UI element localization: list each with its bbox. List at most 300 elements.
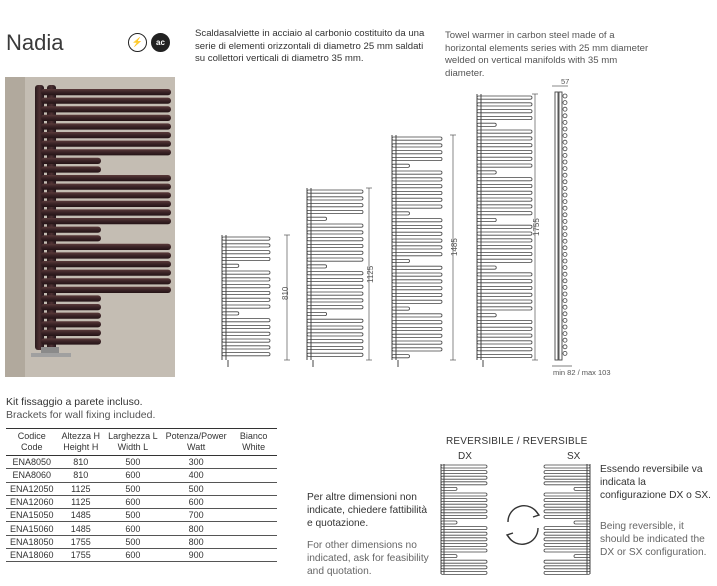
cell-height: 1755 xyxy=(58,549,105,562)
product-code-table xyxy=(6,428,277,562)
rev-element xyxy=(544,566,590,569)
kit-english: Brackets for wall fixing included. xyxy=(6,409,156,421)
horizontal-element xyxy=(392,293,442,296)
horizontal-element xyxy=(477,259,532,262)
horizontal-element xyxy=(222,278,270,281)
horizontal-element xyxy=(307,197,363,200)
rev-element xyxy=(574,521,590,524)
arrow-top xyxy=(508,506,538,522)
horizontal-element xyxy=(477,110,532,113)
side-element xyxy=(563,292,567,296)
horizontal-element xyxy=(477,103,532,106)
side-element xyxy=(563,279,567,283)
horizontal-element xyxy=(392,348,442,351)
horizontal-element xyxy=(392,334,442,337)
side-element xyxy=(563,186,567,190)
rev-element xyxy=(544,571,590,574)
horizontal-element xyxy=(307,190,363,193)
horizontal-element xyxy=(222,237,270,240)
cell-height: 1125 xyxy=(58,482,105,495)
horizontal-element xyxy=(477,246,532,249)
table-row xyxy=(6,549,277,562)
horizontal-element xyxy=(307,244,363,247)
rev-element xyxy=(544,465,590,468)
side-element xyxy=(563,134,567,138)
horizontal-element xyxy=(222,244,270,247)
horizontal-element xyxy=(392,321,442,324)
cell-code: ENA18050 xyxy=(6,535,58,548)
table-row xyxy=(6,482,277,495)
col-header-height: Altezza H xyxy=(58,429,105,443)
side-element xyxy=(563,266,567,270)
towel-bar xyxy=(41,321,101,327)
side-element xyxy=(563,153,567,157)
horizontal-element xyxy=(477,314,496,317)
side-element xyxy=(563,332,567,336)
rev-element xyxy=(544,493,590,496)
towel-bar xyxy=(41,218,171,224)
horizontal-element xyxy=(392,300,442,303)
other-dimensions-english: For other dimensions no indicated, ask for feasibility and quotation. xyxy=(307,540,429,577)
cell-white xyxy=(231,509,277,522)
horizontal-element xyxy=(477,239,532,242)
towel-bar xyxy=(41,304,101,310)
cell-power: 400 xyxy=(162,469,231,482)
towel-bar xyxy=(41,132,171,138)
radiator-dx xyxy=(441,464,487,574)
rev-element xyxy=(544,476,590,479)
side-element xyxy=(563,114,567,118)
product-title: Nadia xyxy=(6,30,64,55)
depth-note-label: min 82 / max 103 xyxy=(553,368,611,377)
towel-bar xyxy=(41,235,101,241)
cell-code: ENA12060 xyxy=(6,495,58,508)
no-electric-icon: ⚡ xyxy=(128,33,147,52)
towel-bar xyxy=(41,330,101,336)
horizontal-element xyxy=(477,293,532,296)
cell-width: 500 xyxy=(104,482,162,495)
reversible-dx-label: DX xyxy=(458,451,472,462)
towel-bar xyxy=(41,295,101,301)
horizontal-element xyxy=(477,150,532,153)
side-element xyxy=(563,140,567,144)
horizontal-element xyxy=(392,314,442,317)
rev-element xyxy=(441,555,457,558)
towel-bar xyxy=(41,184,171,190)
horizontal-element xyxy=(307,292,363,295)
horizontal-element xyxy=(477,280,532,283)
cell-code: ENA15060 xyxy=(6,522,58,535)
rev-element xyxy=(441,538,487,541)
horizontal-element xyxy=(392,137,442,140)
towel-bar xyxy=(41,252,171,258)
rev-element xyxy=(441,510,487,513)
side-element xyxy=(563,325,567,329)
horizontal-element xyxy=(392,355,410,358)
height-label-810: 810 xyxy=(281,286,290,300)
horizontal-element xyxy=(477,266,496,269)
col-subheader-power: Watt xyxy=(162,442,231,456)
horizontal-element xyxy=(477,123,496,126)
horizontal-element xyxy=(392,151,442,154)
reversible-sx-label: SX xyxy=(567,451,581,462)
horizontal-element xyxy=(392,178,442,181)
arrow-bottom xyxy=(508,528,538,544)
cell-power: 800 xyxy=(162,522,231,535)
cell-height: 810 xyxy=(58,456,105,469)
horizontal-element xyxy=(477,286,532,289)
side-element xyxy=(563,206,567,210)
rev-element xyxy=(441,465,487,468)
towel-bar xyxy=(41,149,171,155)
cell-power: 700 xyxy=(162,509,231,522)
side-element xyxy=(563,299,567,303)
side-element xyxy=(563,239,567,243)
technical-drawings xyxy=(215,78,635,388)
cell-height: 810 xyxy=(58,469,105,482)
horizontal-element xyxy=(392,212,410,215)
cell-white xyxy=(231,535,277,548)
horizontal-element xyxy=(477,96,532,99)
towel-bar xyxy=(41,175,171,181)
table-row xyxy=(6,469,277,482)
horizontal-element xyxy=(222,305,270,308)
rev-element xyxy=(441,549,487,552)
horizontal-element xyxy=(307,312,327,315)
side-element xyxy=(563,147,567,151)
side-element xyxy=(563,180,567,184)
cell-code: ENA12050 xyxy=(6,482,58,495)
cell-height: 1755 xyxy=(58,535,105,548)
horizontal-element xyxy=(307,238,363,241)
horizontal-element xyxy=(477,354,532,357)
towel-bar xyxy=(41,209,171,215)
horizontal-element xyxy=(222,257,270,260)
horizontal-element xyxy=(222,325,270,328)
horizontal-element xyxy=(222,285,270,288)
horizontal-element xyxy=(477,348,532,351)
horizontal-element xyxy=(392,259,410,262)
rev-element xyxy=(544,527,590,530)
horizontal-element xyxy=(307,231,363,234)
cell-width: 600 xyxy=(104,469,162,482)
horizontal-element xyxy=(477,184,532,187)
horizontal-element xyxy=(392,273,442,276)
col-subheader-height: Height H xyxy=(58,442,105,456)
horizontal-element xyxy=(222,332,270,335)
towel-bar xyxy=(41,158,101,164)
radiator-drawing xyxy=(222,235,290,367)
rev-element xyxy=(441,471,487,474)
horizontal-element xyxy=(307,326,363,329)
side-element xyxy=(563,285,567,289)
rev-element xyxy=(441,482,487,485)
horizontal-element xyxy=(307,224,363,227)
horizontal-element xyxy=(477,205,532,208)
horizontal-element xyxy=(307,306,363,309)
rev-element xyxy=(441,476,487,479)
horizontal-element xyxy=(477,144,532,147)
col-header-width: Larghezza L xyxy=(104,429,162,443)
horizontal-element xyxy=(477,116,532,119)
side-element xyxy=(563,338,567,342)
side-element xyxy=(563,160,567,164)
reversible-text-italian: Essendo reversibile va indicata la configurazione DX o SX. xyxy=(600,464,711,501)
towel-bar xyxy=(41,201,171,207)
horizontal-element xyxy=(392,341,442,344)
depth-label-57: 57 xyxy=(561,78,570,86)
side-element xyxy=(563,213,567,217)
horizontal-element xyxy=(222,264,239,267)
horizontal-element xyxy=(392,157,442,160)
horizontal-element xyxy=(477,252,532,255)
side-element xyxy=(563,193,567,197)
table-row xyxy=(6,535,277,548)
other-dimensions-italian: Per altre dimensioni non indicate, chiedere fattibilità e quotazione. xyxy=(307,492,428,529)
horizontal-element xyxy=(222,298,270,301)
horizontal-element xyxy=(222,353,270,356)
side-element xyxy=(563,345,567,349)
horizontal-element xyxy=(307,285,363,288)
horizontal-element xyxy=(477,164,532,167)
cell-power: 300 xyxy=(162,456,231,469)
horizontal-element xyxy=(477,130,532,133)
horizontal-element xyxy=(222,312,239,315)
col-header-white: Bianco xyxy=(231,429,277,443)
side-element xyxy=(563,219,567,223)
rev-element xyxy=(441,527,487,530)
horizontal-element xyxy=(307,346,363,349)
side-element xyxy=(563,305,567,309)
rev-element xyxy=(441,532,487,535)
cell-width: 500 xyxy=(104,456,162,469)
cell-code: ENA8050 xyxy=(6,456,58,469)
side-element xyxy=(563,173,567,177)
feature-badges xyxy=(128,33,170,52)
towel-bar xyxy=(41,115,171,121)
rev-element xyxy=(441,521,457,524)
horizontal-element xyxy=(392,287,442,290)
cell-height: 1125 xyxy=(58,495,105,508)
towel-bar xyxy=(41,227,101,233)
rev-element xyxy=(441,560,487,563)
towel-bar xyxy=(41,123,171,129)
horizontal-element xyxy=(477,273,532,276)
arrowhead-top xyxy=(533,510,539,517)
rev-element xyxy=(544,543,590,546)
horizontal-element xyxy=(477,218,496,221)
horizontal-element xyxy=(307,278,363,281)
rev-element xyxy=(441,487,457,490)
cell-power: 900 xyxy=(162,549,231,562)
horizontal-element xyxy=(392,164,410,167)
towel-bar xyxy=(41,89,171,95)
rev-element xyxy=(544,515,590,518)
cell-white xyxy=(231,469,277,482)
radiator-drawing xyxy=(392,135,456,367)
horizontal-element xyxy=(307,251,363,254)
side-element xyxy=(563,127,567,131)
horizontal-element xyxy=(392,307,410,310)
towel-bar xyxy=(41,313,101,319)
cell-code: ENA15050 xyxy=(6,509,58,522)
horizontal-element xyxy=(307,210,363,213)
horizontal-element xyxy=(222,271,270,274)
kit-italian: Kit fissaggio a parete incluso. xyxy=(6,396,143,408)
horizontal-element xyxy=(477,334,532,337)
rev-element xyxy=(544,471,590,474)
horizontal-element xyxy=(307,258,363,261)
horizontal-element xyxy=(392,246,442,249)
horizontal-element xyxy=(477,320,532,323)
cell-code: ENA18060 xyxy=(6,549,58,562)
horizontal-element xyxy=(222,291,270,294)
towel-bar xyxy=(41,106,171,112)
horizontal-element xyxy=(477,212,532,215)
table-body xyxy=(6,456,277,562)
horizontal-element xyxy=(307,265,327,268)
height-label-1485: 1485 xyxy=(450,238,459,256)
rev-element xyxy=(441,515,487,518)
horizontal-element xyxy=(477,300,532,303)
description-english: Towel warmer in carbon steel made of a horizontal elements series with 25 mm diameter welded on vertical manifolds with 35 mm diameter. xyxy=(445,30,649,79)
reversible-text-english: Being reversible, it should be indicated the DX or SX configuration. xyxy=(600,521,707,558)
cell-height: 1485 xyxy=(58,509,105,522)
rev-element xyxy=(544,499,590,502)
rev-element xyxy=(544,510,590,513)
horizontal-element xyxy=(307,204,363,207)
side-element xyxy=(563,107,567,111)
ac-icon: ac xyxy=(151,33,170,52)
rev-element xyxy=(441,571,487,574)
cell-width: 600 xyxy=(104,522,162,535)
side-element xyxy=(563,259,567,263)
radiator-drawing xyxy=(477,94,538,367)
side-element xyxy=(563,272,567,276)
horizontal-element xyxy=(392,205,442,208)
horizontal-element xyxy=(477,341,532,344)
cell-height: 1485 xyxy=(58,522,105,535)
cell-power: 800 xyxy=(162,535,231,548)
rev-element xyxy=(574,555,590,558)
horizontal-element xyxy=(392,144,442,147)
rev-element xyxy=(544,538,590,541)
horizontal-element xyxy=(307,272,363,275)
side-element xyxy=(563,200,567,204)
side-element xyxy=(563,351,567,355)
horizontal-element xyxy=(477,178,532,181)
rev-element xyxy=(544,504,590,507)
horizontal-element xyxy=(392,225,442,228)
side-element xyxy=(563,252,567,256)
horizontal-element xyxy=(477,157,532,160)
rev-element xyxy=(544,532,590,535)
side-element xyxy=(563,318,567,322)
reversible-title: REVERSIBILE / REVERSIBLE xyxy=(446,436,588,447)
cell-white xyxy=(231,522,277,535)
towel-bar xyxy=(41,166,101,172)
horizontal-element xyxy=(392,198,442,201)
horizontal-element xyxy=(477,307,532,310)
table-row xyxy=(6,522,277,535)
towel-bar xyxy=(41,278,171,284)
horizontal-element xyxy=(307,319,363,322)
side-element xyxy=(563,312,567,316)
towel-bar xyxy=(41,98,171,104)
horizontal-element xyxy=(392,219,442,222)
side-manifold xyxy=(559,92,562,360)
horizontal-element xyxy=(477,171,496,174)
horizontal-element xyxy=(307,333,363,336)
towel-bar xyxy=(41,192,171,198)
col-header-code: Codice xyxy=(6,429,58,443)
swap-arrows-icon xyxy=(507,506,539,545)
horizontal-element xyxy=(392,185,442,188)
cell-power: 500 xyxy=(162,482,231,495)
horizontal-element xyxy=(392,327,442,330)
horizontal-element xyxy=(392,191,442,194)
cell-width: 500 xyxy=(104,509,162,522)
rev-element xyxy=(544,560,590,563)
horizontal-element xyxy=(392,239,442,242)
horizontal-element xyxy=(307,299,363,302)
horizontal-element xyxy=(307,340,363,343)
rev-element xyxy=(441,566,487,569)
description-italian: Scaldasalviette in acciaio al carbonio costituito da una serie di elementi orizzontali di diametro 25 mm saldati su collettori verticali di diametro 35 mm. xyxy=(195,28,425,65)
horizontal-element xyxy=(222,319,270,322)
towel-bar xyxy=(41,270,171,276)
rev-element xyxy=(544,482,590,485)
side-element xyxy=(563,226,567,230)
horizontal-element xyxy=(222,339,270,342)
rev-element xyxy=(574,487,590,490)
horizontal-element xyxy=(222,251,270,254)
radiator-drawing xyxy=(307,188,372,367)
cell-width: 600 xyxy=(104,495,162,508)
towel-warmer-photo xyxy=(5,77,175,377)
side-element xyxy=(563,167,567,171)
towel-bar xyxy=(41,261,171,267)
side-element xyxy=(563,120,567,124)
horizontal-element xyxy=(307,353,363,356)
horizontal-element xyxy=(307,217,327,220)
table-row xyxy=(6,509,277,522)
horizontal-element xyxy=(477,191,532,194)
towel-bar xyxy=(41,141,171,147)
height-label-1755: 1755 xyxy=(532,218,541,236)
cell-white xyxy=(231,456,277,469)
horizontal-element xyxy=(477,327,532,330)
side-view-drawing xyxy=(552,86,572,366)
rev-element xyxy=(441,499,487,502)
col-subheader-code: Code xyxy=(6,442,58,456)
cell-white xyxy=(231,482,277,495)
horizontal-element xyxy=(392,171,442,174)
table-row xyxy=(6,495,277,508)
cell-power: 600 xyxy=(162,495,231,508)
horizontal-element xyxy=(477,232,532,235)
cell-white xyxy=(231,495,277,508)
height-label-1125: 1125 xyxy=(366,265,375,283)
col-subheader-white: White xyxy=(231,442,277,456)
side-element xyxy=(563,94,567,98)
cell-width: 600 xyxy=(104,549,162,562)
side-manifold xyxy=(555,92,558,360)
col-header-power: Potenza/Power xyxy=(162,429,231,443)
reversible-diagram xyxy=(440,462,600,580)
horizontal-element xyxy=(222,346,270,349)
towel-bar xyxy=(41,287,171,293)
